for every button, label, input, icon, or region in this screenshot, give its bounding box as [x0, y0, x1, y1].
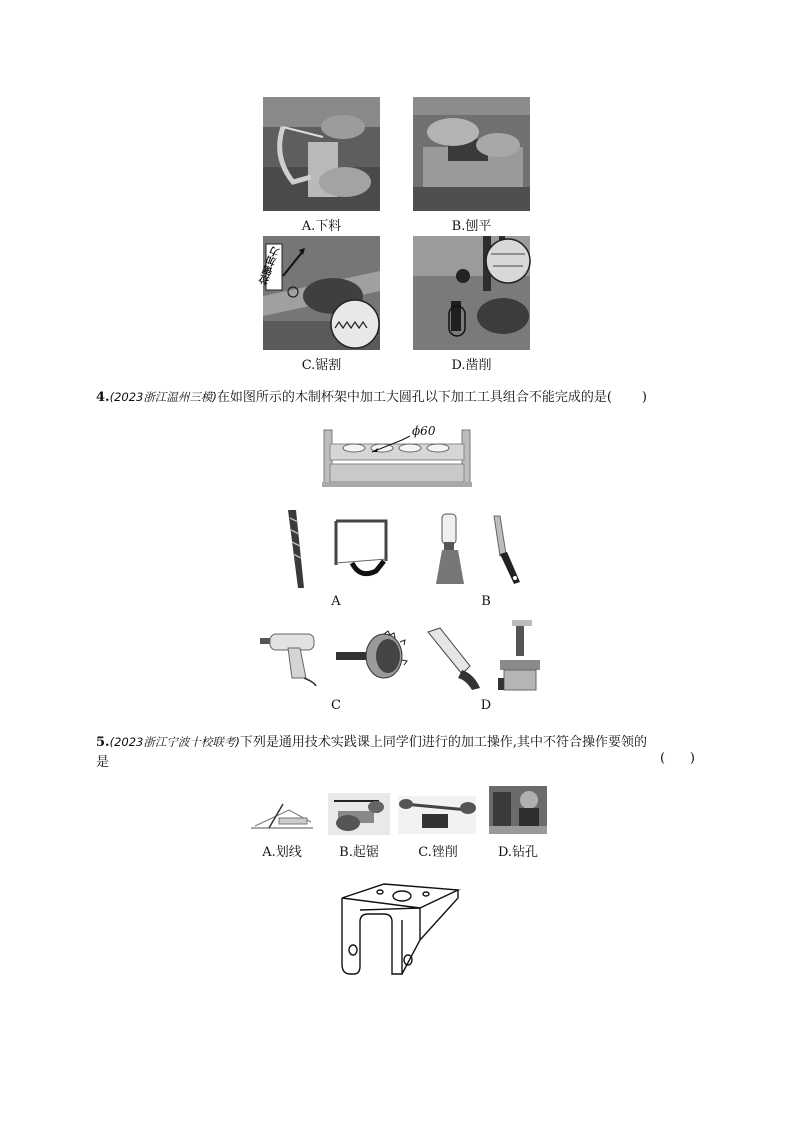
filing-figure: [398, 796, 476, 834]
question-4: [96, 386, 647, 405]
answer-paren-close: ): [641, 390, 647, 405]
photo-caption-c: C.锯割: [301, 358, 342, 373]
coping-saw-icon: [330, 515, 392, 581]
overlay-label: 拉锯加力: [258, 245, 283, 288]
bracket-drawing: [334, 880, 464, 980]
cup-rack-figure: [322, 422, 472, 488]
photo-caption-b: B.刨平: [451, 219, 492, 234]
chisel-icon: [432, 512, 470, 586]
question-5-line2: 是: [96, 755, 110, 770]
diameter-label: ϕ60: [412, 424, 436, 438]
question-source: (2023浙江温州三模): [109, 390, 217, 404]
drill-bit-icon: [282, 508, 312, 590]
question-5: [96, 731, 647, 750]
photo-caption-d: D.凿削: [451, 358, 492, 373]
question-number: 5.: [96, 735, 110, 750]
electric-drill-icon: [258, 628, 320, 686]
question-text: 下列是通用技术实践课上同学们进行的加工操作,其中不符合操作要领的: [239, 735, 647, 750]
option-caption-b: B.起锯: [339, 845, 379, 860]
option-caption-d: D.钻孔: [497, 845, 539, 860]
hole-saw-icon: [334, 630, 408, 682]
marking-figure: [249, 796, 315, 834]
option-caption-a: A.划线: [262, 845, 302, 860]
file-tool-icon: [490, 514, 524, 586]
toggle-clamp-icon: [494, 620, 546, 694]
photo-caption-a: A.下料: [301, 219, 342, 234]
option-caption-c: C.锉削: [418, 845, 458, 860]
question-number: 4.: [96, 390, 110, 405]
option-label-b: B: [481, 594, 491, 609]
option-label-a: A: [331, 594, 341, 609]
photo-chiseling: [413, 236, 530, 350]
hand-saw-icon: [424, 626, 486, 692]
option-label-c: C: [331, 698, 341, 713]
question-text: 在如图所示的木制杯架中加工大圆孔以下加工工具组合不能完成的是(: [216, 390, 612, 405]
photo-cutting-material: [263, 97, 380, 211]
photo-planing: [413, 97, 530, 211]
starting-saw-figure: [328, 793, 390, 835]
photo-sawing: [258, 236, 380, 350]
drilling-figure: [489, 786, 547, 834]
option-label-d: D: [480, 698, 492, 713]
answer-paren: ( ): [660, 751, 695, 766]
question-source: (2023浙江宁波十校联考): [109, 735, 240, 749]
